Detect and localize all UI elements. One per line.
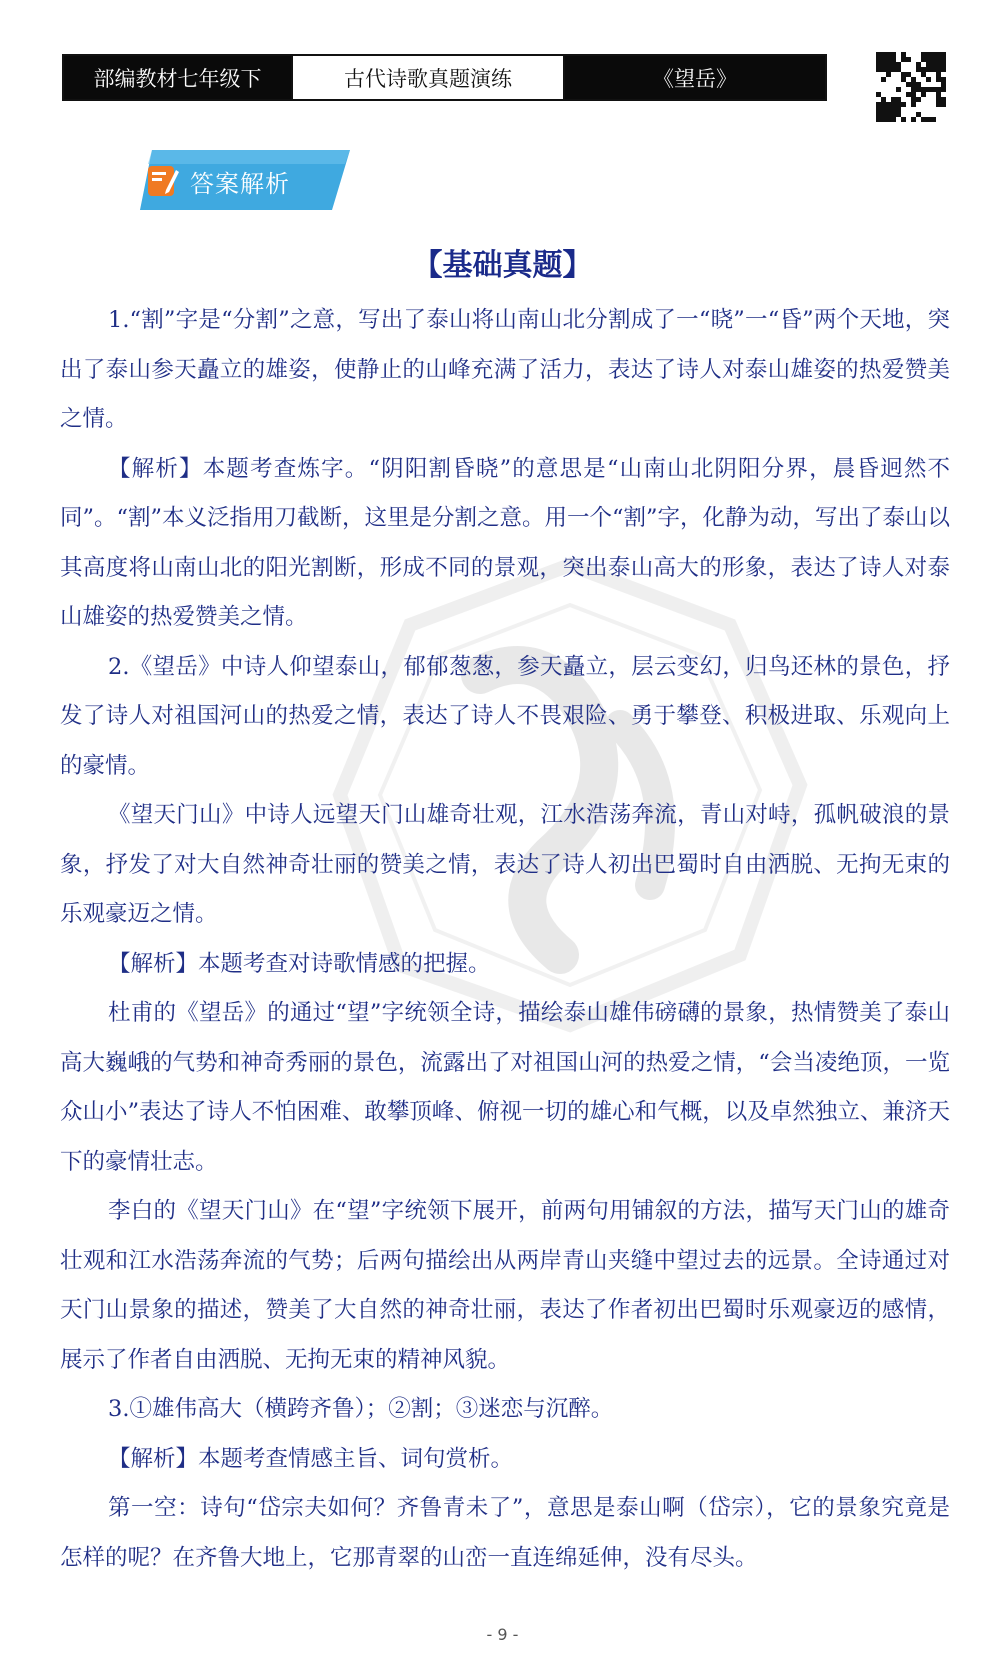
answer-content — [60, 296, 950, 1583]
pencil-note-icon — [146, 162, 180, 198]
banner-label: 答案解析 — [190, 170, 290, 198]
paragraph: 【解析】本题考查炼字。“阴阳割昏晓”的意思是“山南山北阴阳分界，晨昏迥然不同”。“割”本义泛指用刀截断，这里是分割之意。用一个“割”字，化静为动，写出了泰山以其高度将山南山北的阳光割断，形成不同的景观，突出泰山高大的形象，表达了诗人对泰山雄姿的热爱赞美之情。 — [60, 455, 951, 630]
header-poem-title: 《望岳》 — [565, 56, 825, 99]
paragraph: 1.“割”字是“分割”之意，写出了泰山将山南山北分割成了一“晓”一“昏”两个天地，突出了泰山参天矗立的雄姿，使静止的山峰充满了活力，表达了诗人对泰山雄姿的热爱赞美之情。 — [60, 307, 950, 432]
header-bar — [62, 54, 827, 101]
paragraph: 2.《望岳》中诗人仰望泰山，郁郁葱葱，参天矗立，层云变幻，归鸟还林的景色，抒发了诗人对祖国河山的热爱之情，表达了诗人不畏艰险、勇于攀登、积极进取、乐观向上的豪情。 — [60, 653, 950, 779]
section-title: 【基础真题】 — [412, 248, 593, 283]
page-number: - 9 - — [486, 1625, 519, 1644]
paragraph: 杜甫的《望岳》的通过“望”字统领全诗，描绘泰山雄伟磅礴的景象，热情赞美了泰山高大巍峨的气势和神奇秀丽的景色，流露出了对祖国山河的热爱之情，“会当凌绝顶，一览众山小”表达了诗人不怕困难、敢攀顶峰、俯视一切的雄心和气概，以及卓然独立、兼济天下的豪情壮志。 — [60, 1000, 950, 1175]
header-topic-label: 古代诗歌真题演练 — [291, 56, 565, 99]
paragraph: 【解析】本题考查对诗歌情感的把握。 — [108, 950, 491, 977]
paragraph: 3.①雄伟高大（横跨齐鲁）；②割；③迷恋与沉醉。 — [108, 1396, 614, 1422]
header-grade-label: 部编教材七年级下 — [64, 56, 291, 99]
answer-analysis-banner — [140, 150, 350, 210]
qr-code-icon — [876, 52, 946, 122]
qr-module — [941, 117, 946, 122]
paragraph: 第一空：诗句“岱宗夫如何？齐鲁青未了”，意思是泰山啊（岱宗），它的景象究竟是怎样的呢？在齐鲁大地上，它那青翠的山峦一直连绵延伸，没有尽头。 — [60, 1495, 950, 1571]
paragraph: 李白的《望天门山》在“望”字统领下展开，前两句用铺叙的方法，描写天门山的雄奇壮观和江水浩荡奔流的气势；后两句描绘出从两岸青山夹缝中望过去的远景。全诗通过对天门山景象的描述，赞美了大自然的神奇壮丽，表达了作者初出巴蜀时乐观豪迈的感情，展示了作者自由洒脱、无拘无束的精神风貌。 — [60, 1198, 950, 1373]
paragraph: 【解析】本题考查情感主旨、词句赏析。 — [108, 1445, 514, 1472]
paragraph: 《望天门山》中诗人远望天门山雄奇壮观，江水浩荡奔流，青山对峙，孤帆破浪的景象，抒发了对大自然神奇壮丽的赞美之情，表达了诗人初出巴蜀时自由洒脱、无拘无束的乐观豪迈之情。 — [60, 802, 950, 927]
